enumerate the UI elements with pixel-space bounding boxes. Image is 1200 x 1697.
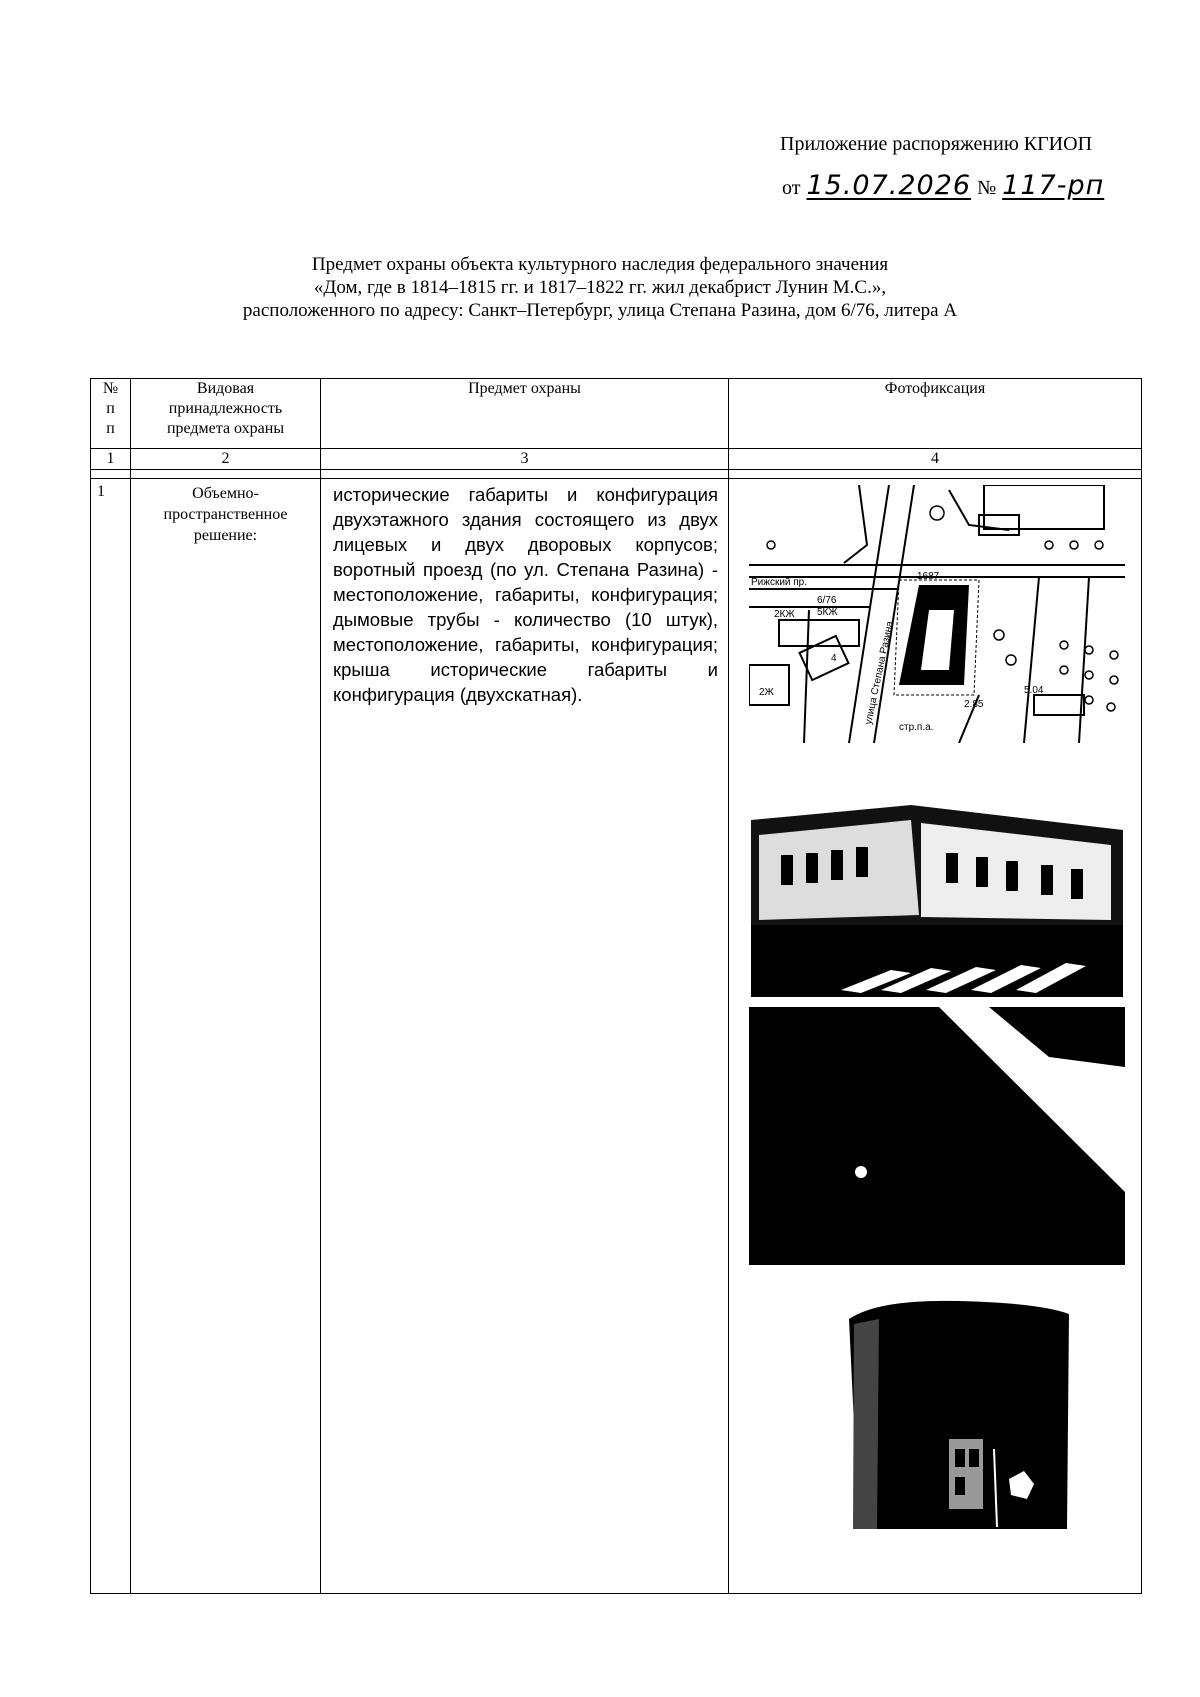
handwritten-number: 117-рп [1002,170,1105,201]
header-kind [131,379,321,449]
interior-photo-graphic [749,1007,1125,1265]
appendix-title: Приложение распоряжению КГИОП [780,133,1093,155]
header-photo-label: Фотофиксация [884,380,986,397]
col-number-1: 1 [91,449,131,470]
from-label: от [782,177,801,199]
protection-table [90,378,1142,1594]
kind-l2: пространственное [163,506,288,523]
col-number-3: 3 [321,449,729,470]
header-kind-l2: принадлежность [168,400,283,417]
kind-l1: Объемно- [192,485,259,502]
subject-cell [321,479,729,1594]
heading-line-1: Предмет охраны объекта культурного наследия федерального значения [311,254,889,275]
doorway-photo [839,1299,1073,1529]
header-num [91,379,131,449]
number-label: № [977,177,997,199]
col-number-2: 2 [131,449,321,470]
header-row [91,379,1142,449]
photo-cell [729,479,1142,1594]
header-num-l1: № [102,380,119,397]
col-number-4: 4 [729,449,1142,470]
header-subject-label: Предмет охраны [468,380,581,397]
kind-l3: решение: [193,527,258,544]
map-label-504: 5.04 [1024,685,1044,696]
row-number-cell [91,479,131,1594]
header-num-l3: п [106,420,115,437]
map-label-2zh: 2Ж [759,687,774,698]
kind-cell [131,479,321,1594]
map-label-1687: 1687 [917,571,940,582]
map-label-5kzh: 5КЖ [817,607,838,618]
handwritten-date: 15.07.2026 [806,170,972,201]
header-photo [729,379,1142,449]
map-label-addr: 6/76 [817,595,837,606]
header-num-l2: п [106,400,115,417]
map-label-4: 4 [831,653,837,664]
spacer-row [91,470,1142,479]
subject-text: исторические габариты и конфигурация двухэтажного здания состоящего из двух лицевых и двух дворовых корпусов; воротный проезд (по ул. Степана Разина) - местоположение, габариты, конфигурация; дымовые трубы - количество (10 штук), местоположение, габариты, конфигурация; крыша исторические габариты и конфигурация (двухскатная). [333,484,718,705]
header-subject [321,379,729,449]
kind-text [131,479,320,546]
table-row [91,479,1142,1594]
column-number-row [91,449,1142,470]
map-label-street: улица Степана Разина [863,620,896,726]
site-map [749,485,1125,743]
map-label-285: 2.85 [964,699,984,710]
building-photo [751,775,1123,997]
heading-line-3: расположенного по адресу: Санкт–Петербург, улица Степана Разина, дом 6/76, литера А [242,300,958,321]
map-label-riga: Рижский пр. [751,577,808,588]
row-number: 1 [97,483,105,500]
map-label-strpa: стр.п.а. [899,722,934,733]
header-kind-l1: Видовая [196,380,255,397]
appendix-date-line [782,170,1104,201]
header-kind-l3: предмета охраны [166,420,285,437]
interior-photo [749,1007,1125,1265]
heading-line-2: «Дом, где в 1814–1815 гг. и 1817–1822 гг. жил декабрист Лунин М.С.», [313,277,887,298]
document-heading [100,253,1100,322]
map-label-2kzh: 2КЖ [774,609,795,620]
